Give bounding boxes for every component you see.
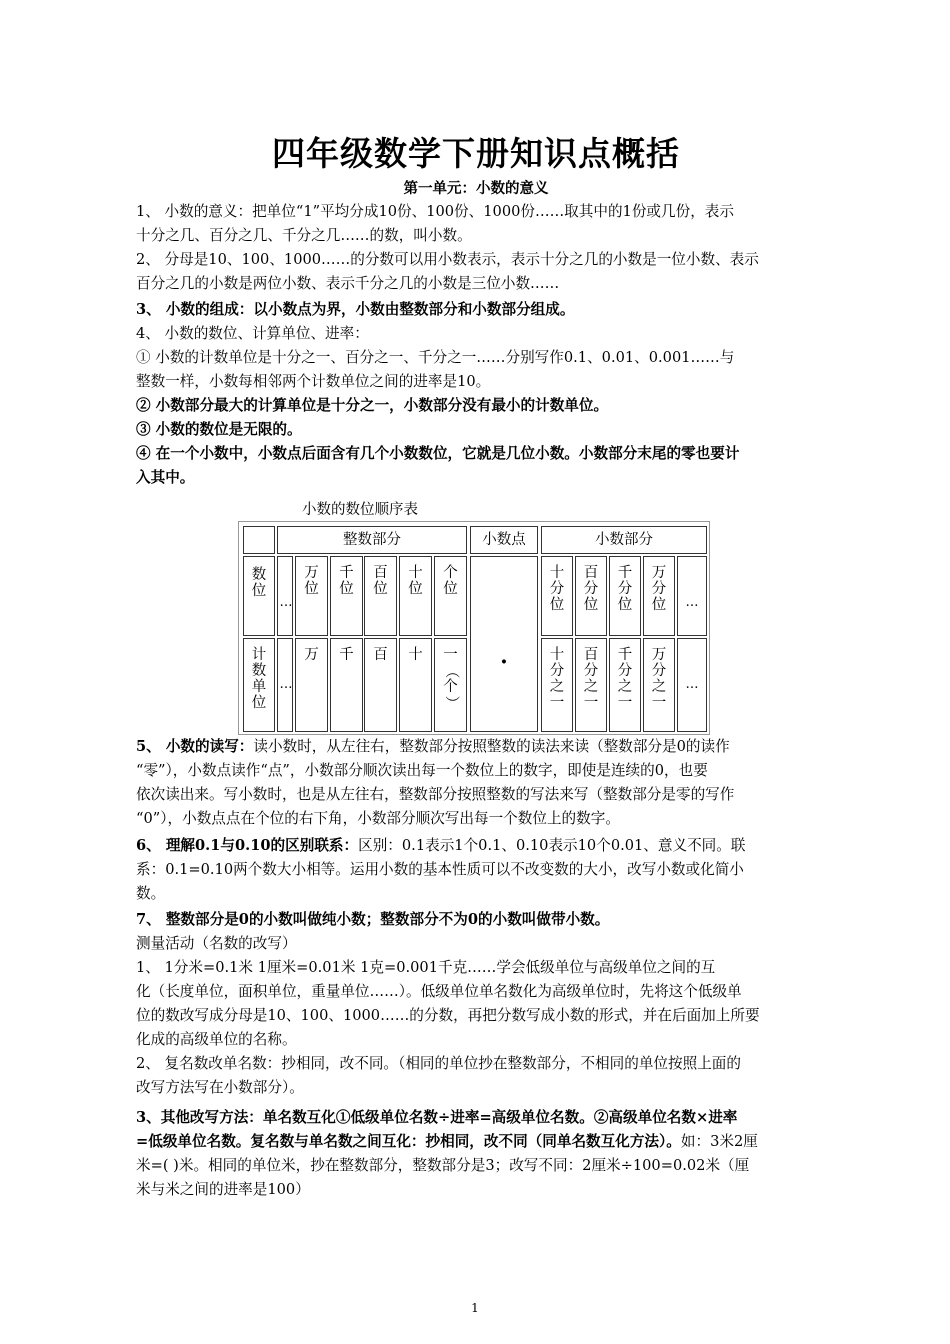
text-line: 系：0.1=0.10两个数大小相等。运用小数的基本性质可以不改变数的大小，改写小数或化简小 xyxy=(136,861,744,878)
page-title: 四年级数学下册知识点概括 xyxy=(272,134,680,173)
ellipsis: … xyxy=(685,677,699,692)
cell-text: 十 xyxy=(408,647,423,663)
decimal-place-cell xyxy=(541,556,573,636)
integer-place-cell xyxy=(364,556,397,636)
integer-place-cell xyxy=(330,556,363,636)
decimal-unit-cell xyxy=(541,638,573,732)
section-5 xyxy=(136,735,816,831)
page-number: 1 xyxy=(471,1301,479,1315)
text-line: “零”），小数点读作“点”，小数部分顺次读出每一个数位上的数字，即使是连续的0，也要 xyxy=(136,762,708,779)
text-line: ① 小数的计数单位是十分之一、百分之一、千分之一……分别写作0.1、0.01、0.001……与 xyxy=(136,349,735,366)
cell-text: 千 分 之 一 xyxy=(617,647,633,711)
text-line: 米=( )米。相同的单位米，抄在整数部分，整数部分是3；改写不同：2厘米÷100=0.02米（厘 xyxy=(136,1157,750,1174)
text-line: “0”），小数点点在个位的右下角，小数部分顺次写出每一个数位上的数字。 xyxy=(136,810,620,827)
text-normal: 如：3米2厘 xyxy=(680,1133,758,1150)
cell-text: 百 位 xyxy=(373,565,388,597)
table-caption: 小数的数位顺序表 xyxy=(302,502,418,518)
section-6 xyxy=(136,834,816,906)
text-line: 2、 复名数改单名数：抄相同，改不同。（相同的单位抄在整数部分，不相同的单位按照上面的 xyxy=(136,1055,741,1072)
text-line-bold: 7、 整数部分是0的小数叫做纯小数；整数部分不为0的小数叫做带小数。 xyxy=(136,911,610,928)
cell-text: 千 位 xyxy=(339,565,354,597)
decimal-place-cell xyxy=(643,556,675,636)
text-normal: 区别：0.1表示1个0.1、0.10表示10个0.01、意义不同。联 xyxy=(358,837,746,854)
text-bold: 5、 小数的读写： xyxy=(136,738,254,755)
row-label-unit xyxy=(243,638,275,732)
cell-text: 十 分 之 一 xyxy=(549,647,565,711)
section-3b xyxy=(136,1106,816,1202)
text-line-bold: ④ 在一个小数中，小数点后面含有几个小数数位，它就是几位小数。小数部分末尾的零也要计 xyxy=(136,445,740,462)
text-line-bold: 入其中。 xyxy=(136,469,195,486)
text-line: 4、 小数的数位、计算单位、进率： xyxy=(136,325,369,342)
cell-text: 一 （ 个 ） xyxy=(442,647,459,711)
text-normal: 读小数时，从左往右，整数部分按照整数的读法来读（整数部分是0的读作 xyxy=(253,738,730,755)
text-line: 化（长度单位，面积单位，重量单位……）。低级单位单名数化为高级单位时，先将这个低级单 xyxy=(136,983,742,1000)
text-line: 百分之几的小数是两位小数、表示千分之几的小数是三位小数…… xyxy=(136,275,560,292)
integer-place-cell xyxy=(399,556,432,636)
ellipsis: … xyxy=(685,595,699,610)
text-line: 化成的高级单位的名称。 xyxy=(136,1031,297,1048)
cell-text: 千 xyxy=(339,647,354,663)
ellipsis-cell xyxy=(277,638,293,732)
vertical-text: 计 数 单 位 xyxy=(251,647,267,711)
integer-place-cell xyxy=(295,556,328,636)
unit-title: 第一单元：小数的意义 xyxy=(403,180,549,197)
header-integer-part: 整数部分 xyxy=(277,526,467,554)
row-label-text xyxy=(249,647,269,711)
cell-text: 十 位 xyxy=(408,565,423,597)
section-1-2 xyxy=(136,200,816,296)
text-line: 位的数改写成分母是10、100、1000……的分数，再把分数写成小数的形式，并在后面加上所要 xyxy=(136,1007,760,1024)
text-line-bold: ② 小数部分最大的计算单位是十分之一，小数部分没有最小的计数单位。 xyxy=(136,397,609,414)
section-3-4 xyxy=(136,298,816,490)
text-line xyxy=(136,1130,816,1154)
decimal-place-cell xyxy=(609,556,641,636)
cell-text: 万 分 位 xyxy=(651,565,667,613)
cell-text: 百 分 之 一 xyxy=(583,647,599,711)
integer-unit-cell xyxy=(330,638,363,732)
text-line: 改写方法写在小数部分）。 xyxy=(136,1079,304,1096)
text-line: 数。 xyxy=(136,885,166,902)
decimal-unit-cell xyxy=(609,638,641,732)
text-line xyxy=(136,735,816,759)
vertical-text: 数 位 xyxy=(251,567,267,599)
text-line-bold: 3、 小数的组成：以小数点为界，小数由整数部分和小数部分组成。 xyxy=(136,301,575,318)
integer-unit-cell xyxy=(295,638,328,732)
cell-text: 十 分 位 xyxy=(549,565,565,613)
header-decimal-part: 小数部分 xyxy=(541,526,707,554)
row-label-place xyxy=(243,556,275,636)
text-line: 整数一样，小数每相邻两个计数单位之间的进率是10。 xyxy=(136,373,491,390)
decimal-unit-cell xyxy=(575,638,607,732)
decimal-place-cell xyxy=(575,556,607,636)
text-bold: =低级单位名数。复名数与单名数之间互化：抄相同，改不同（同单名数互化方法）。 xyxy=(136,1133,681,1150)
ellipsis-cell xyxy=(677,556,707,636)
decimal-point-dot: · xyxy=(500,649,508,675)
cell-text: 百 分 位 xyxy=(583,565,599,613)
text-line-bold: ③ 小数的数位是无限的。 xyxy=(136,421,302,438)
cell-text: 百 xyxy=(373,647,388,663)
section-7 xyxy=(136,908,816,1100)
table-cell-blank xyxy=(243,526,275,554)
ellipsis: … xyxy=(279,595,293,610)
cell-text: 万 xyxy=(304,647,319,663)
text-line: 1、 小数的意义：把单位“1”平均分成10份、100份、1000份……取其中的1份或几份，表示 xyxy=(136,203,734,220)
decimal-point-cell xyxy=(470,556,538,732)
cell-text: 万 分 之 一 xyxy=(651,647,667,711)
text-line: 依次读出来。写小数时，也是从左往右，整数部分按照整数的写法来写（整数部分是零的写作 xyxy=(136,786,735,803)
ellipsis-cell xyxy=(277,556,293,636)
row-label-text xyxy=(249,567,269,599)
header-decimal-point: 小数点 xyxy=(470,526,538,554)
decimal-unit-cell xyxy=(643,638,675,732)
integer-unit-cell xyxy=(434,638,467,732)
text-line: 2、 分母是10、100、1000……的分数可以用小数表示，表示十分之几的小数是一位小数、表示 xyxy=(136,251,759,268)
integer-place-cell xyxy=(434,556,467,636)
ellipsis: … xyxy=(279,677,293,692)
text-line: 米与米之间的进率是100） xyxy=(136,1181,310,1198)
integer-unit-cell xyxy=(399,638,432,732)
text-line: 1、 1分米=0.1米 1厘米=0.01米 1克=0.001千克……学会低级单位与高级单位之间的互 xyxy=(136,959,716,976)
text-line-bold: 3、其他改写方法：单名数互化①低级单位名数÷进率=高级单位名数。②高级单位名数×进率 xyxy=(136,1109,738,1126)
cell-text: 个 位 xyxy=(443,565,458,597)
cell-text: 万 位 xyxy=(304,565,319,597)
text-line xyxy=(136,834,816,858)
cell-text: 千 分 位 xyxy=(617,565,633,613)
decimal-place-table xyxy=(238,521,710,735)
integer-unit-cell xyxy=(364,638,397,732)
text-bold: 6、 理解0.1与0.10的区别联系： xyxy=(136,837,359,854)
text-line: 十分之几、百分之几、千分之几……的数，叫小数。 xyxy=(136,227,472,244)
section-heading: 测量活动（名数的改写） xyxy=(136,935,297,952)
ellipsis-cell xyxy=(677,638,707,732)
